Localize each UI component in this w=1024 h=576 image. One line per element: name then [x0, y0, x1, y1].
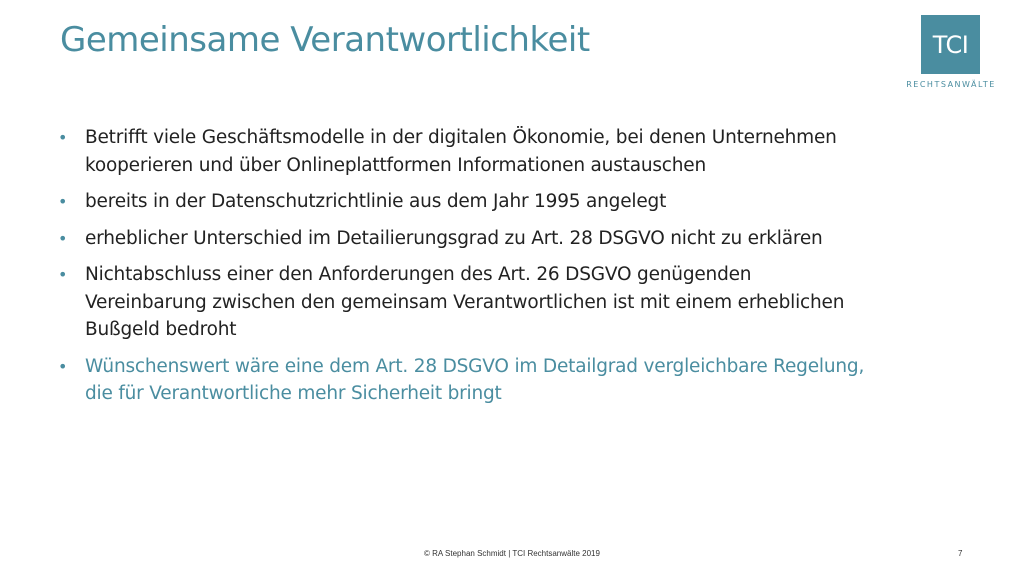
bullet-text: erheblicher Unterschied im Detailierungsgrad zu Art. 28 DSGVO nicht zu erklären	[85, 227, 823, 249]
bullet-item	[58, 261, 878, 344]
page-number: 7	[958, 549, 963, 558]
slide-title: Gemeinsame Verantwortlichkeit	[60, 20, 590, 60]
bullet-text: Wünschenswert wäre eine dem Art. 28 DSGVO im Detailgrad vergleichbare Regelung, die für Verantwortliche mehr Sicherheit bringt	[85, 355, 865, 404]
bullet-dot-icon: •	[58, 192, 68, 211]
logo-subtitle: RECHTSANWÄLTE	[906, 80, 996, 89]
bullet-item	[58, 188, 878, 216]
bullet-text: Nichtabschluss einer den Anforderungen des Art. 26 DSGVO genügenden Vereinbarung zwischen den gemeinsam Verantwortlichen ist mit einem erheblichen Bußgeld bedroht	[85, 264, 845, 340]
bullet-dot-icon: •	[58, 356, 68, 376]
bullet-list	[58, 124, 878, 417]
bullet-item	[58, 124, 878, 179]
bullet-text: bereits in der Datenschutzrichtlinie aus dem Jahr 1995 angelegt	[85, 191, 667, 212]
tci-logo: TCI	[921, 15, 980, 74]
bullet-dot-icon: •	[58, 228, 68, 248]
bullet-item	[58, 225, 878, 253]
bullet-item-highlighted	[58, 353, 878, 408]
bullet-text: Betrifft viele Geschäftsmodelle in der digitalen Ökonomie, bei denen Unternehmen kooperieren und über Onlineplattformen Informationen austauschen	[85, 127, 837, 176]
bullet-dot-icon: •	[58, 128, 68, 147]
bullet-dot-icon: •	[58, 265, 68, 284]
footer-copyright: © RA Stephan Schmidt | TCI Rechtsanwälte 2019	[424, 549, 600, 558]
